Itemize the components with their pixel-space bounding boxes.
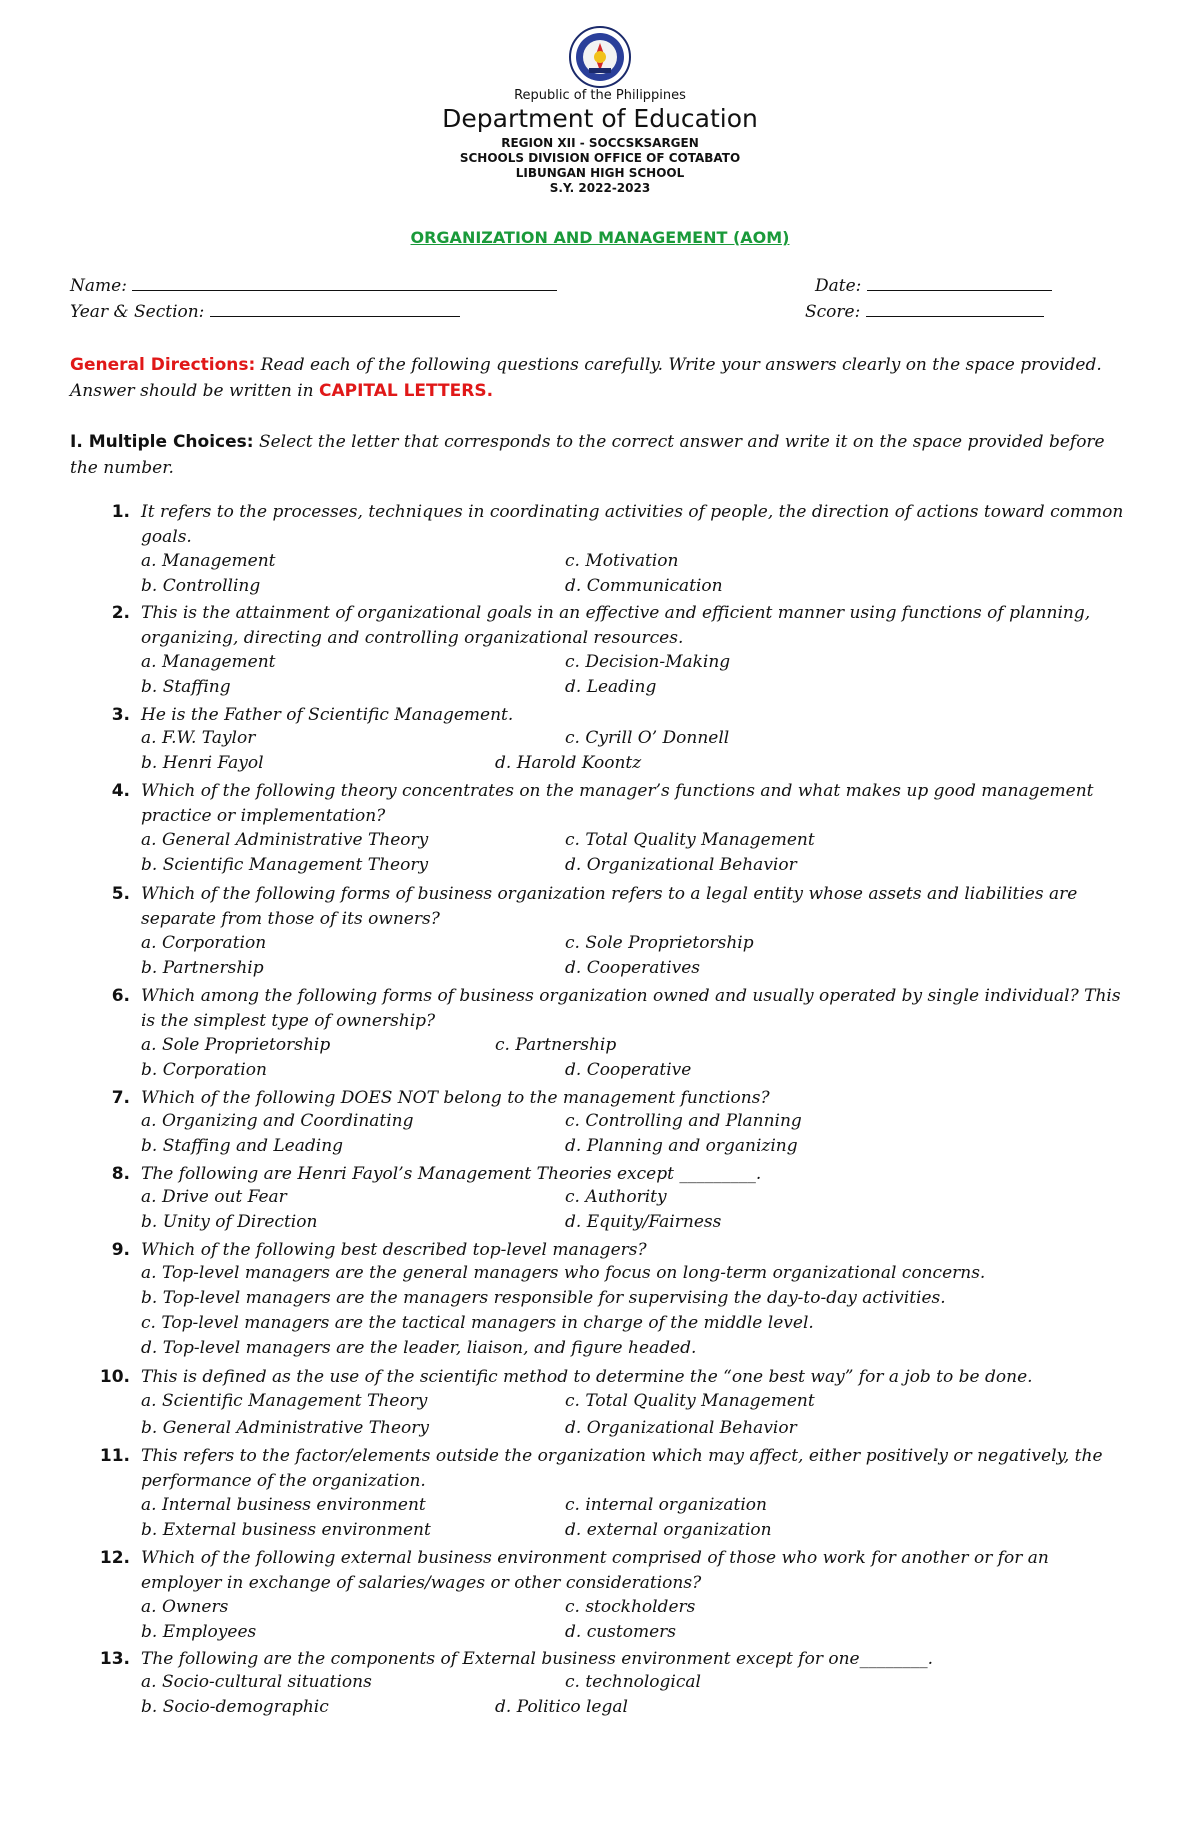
question-text: This is defined as the use of the scientific method to determine the “one best way” for a job to be done. (141, 1367, 1033, 1387)
question-number: 7. (111, 1088, 130, 1108)
general-directions (70, 352, 1130, 404)
directions-text: Read each of the following questions carefully. Write your answers clearly on the space provided. Answer should be written in (70, 355, 1102, 401)
question-11-option: d. external organization (565, 1520, 772, 1540)
question-11-option: b. External business environment (141, 1520, 431, 1540)
question-10-option: c. Total Quality Management (565, 1391, 815, 1411)
question-6-option: c. Partnership (495, 1035, 617, 1055)
question-10-option: d. Organizational Behavior (565, 1418, 797, 1438)
date-field[interactable] (815, 276, 1052, 296)
name-line[interactable] (132, 276, 557, 291)
question-number: 2. (111, 603, 130, 623)
score-line[interactable] (866, 302, 1044, 317)
question-9-option: c. Top-level managers are the tactical managers in charge of the middle level. (141, 1313, 814, 1333)
question-8 (70, 1162, 1130, 1187)
question-3-option: a. F.W. Taylor (141, 728, 256, 748)
question-2-option: b. Staffing (141, 677, 231, 697)
directions-emphasis: CAPITAL LETTERS. (319, 381, 494, 401)
question-1-option: a. Management (141, 551, 276, 571)
part-one-text: Select the letter that corresponds to the correct answer and write it on the space provided before the number. (70, 432, 1105, 478)
question-13-option: a. Socio-cultural situations (141, 1672, 372, 1692)
question-11-option: a. Internal business environment (141, 1495, 426, 1515)
question-12-option: b. Employees (141, 1622, 257, 1642)
question-text: This is the attainment of organizational goals in an effective and efficient manner using functions of planning, organizing, directing and controlling organizational resources. (141, 603, 1091, 648)
question-6-option: b. Corporation (141, 1060, 267, 1080)
year-section-field[interactable] (70, 302, 460, 322)
question-text: The following are Henri Fayol’s Management Theories except _________. (141, 1164, 762, 1184)
question-text: Which among the following forms of business organization owned and usually operated by single individual? This is the simplest type of ownership? (141, 986, 1121, 1031)
question-1-option: b. Controlling (141, 576, 261, 596)
question-10-option: b. General Administrative Theory (141, 1418, 430, 1438)
question-12-option: a. Owners (141, 1597, 229, 1617)
question-number: 13. (99, 1649, 130, 1669)
question-text: Which of the following forms of business organization refers to a legal entity whose assets and liabilities are separate from those of its owners? (141, 884, 1078, 929)
question-number: 12. (99, 1548, 130, 1568)
question-13-option: b. Socio-demographic (141, 1697, 329, 1717)
question-9 (70, 1238, 1130, 1263)
question-1-option: d. Communication (565, 576, 723, 596)
question-6 (70, 984, 1130, 1034)
question-number: 10. (99, 1367, 130, 1387)
question-11 (70, 1444, 1130, 1494)
office-block (0, 136, 1200, 196)
score-label: Score: (805, 302, 861, 322)
question-text: The following are the components of External business environment except for one________. (141, 1649, 933, 1669)
question-7 (70, 1086, 1130, 1111)
question-12-option: c. stockholders (565, 1597, 696, 1617)
question-4-option: a. General Administrative Theory (141, 830, 429, 850)
question-text: Which of the following theory concentrates on the manager’s functions and what makes up good management practice or implementation? (141, 781, 1094, 826)
part-one-label: I. Multiple Choices: (70, 432, 254, 452)
question-3-option: c. Cyrill O’ Donnell (565, 728, 730, 748)
question-13-option: c. technological (565, 1672, 701, 1692)
question-4-option: d. Organizational Behavior (565, 855, 797, 875)
region-text: REGION XII - SOCCSKSARGEN (501, 136, 699, 150)
question-8-option: c. Authority (565, 1187, 667, 1207)
question-6-option: d. Cooperative (565, 1060, 692, 1080)
question-4-option: b. Scientific Management Theory (141, 855, 429, 875)
question-13-option: d. Politico legal (495, 1697, 628, 1717)
name-label: Name: (70, 276, 127, 296)
question-8-option: b. Unity of Direction (141, 1212, 318, 1232)
directions-label: General Directions: (70, 355, 256, 375)
question-text: This refers to the factor/elements outside the organization which may affect, either positively or negatively, the performance of the organization. (141, 1446, 1103, 1491)
question-1-option: c. Motivation (565, 551, 679, 571)
date-label: Date: (815, 276, 862, 296)
question-1 (70, 500, 1130, 550)
school-year-text: S.Y. 2022-2023 (549, 181, 651, 195)
year-section-line[interactable] (210, 302, 460, 317)
question-12-option: d. customers (565, 1622, 676, 1642)
year-section-label: Year & Section: (70, 302, 205, 322)
question-9-option: b. Top-level managers are the managers responsible for supervising the day-to-day activities. (141, 1288, 946, 1308)
question-5-option: a. Corporation (141, 933, 267, 953)
question-2-option: c. Decision-Making (565, 652, 731, 672)
question-4-option: c. Total Quality Management (565, 830, 815, 850)
question-4 (70, 779, 1130, 829)
division-text: SCHOOLS DIVISION OFFICE OF COTABATO (459, 151, 741, 165)
document-title: ORGANIZATION AND MANAGEMENT (AOM) (410, 228, 790, 247)
date-line[interactable] (867, 276, 1052, 291)
department-title: Department of Education (442, 104, 758, 133)
question-5-option: d. Cooperatives (565, 958, 701, 978)
question-8-option: d. Equity/Fairness (565, 1212, 722, 1232)
question-number: 11. (99, 1446, 130, 1466)
question-6-option: a. Sole Proprietorship (141, 1035, 331, 1055)
question-10-option: a. Scientific Management Theory (141, 1391, 428, 1411)
question-number: 9. (111, 1240, 130, 1260)
question-12 (70, 1546, 1130, 1596)
question-2-option: a. Management (141, 652, 276, 672)
question-7-option: b. Staffing and Leading (141, 1136, 344, 1156)
question-number: 3. (111, 705, 130, 725)
question-number: 8. (111, 1164, 130, 1184)
question-5-option: c. Sole Proprietorship (565, 933, 754, 953)
question-7-option: d. Planning and organizing (565, 1136, 798, 1156)
question-2 (70, 601, 1130, 651)
question-2-option: d. Leading (565, 677, 657, 697)
question-7-option: a. Organizing and Coordinating (141, 1111, 414, 1131)
school-text: LIBUNGAN HIGH SCHOOL (515, 166, 685, 180)
question-3-option: b. Henri Fayol (141, 753, 264, 773)
question-3-option: d. Harold Koontz (495, 753, 642, 773)
question-text: Which of the following external business environment comprised of those who work for another or for an employer in exchange of salaries/wages or other considerations? (141, 1548, 1049, 1593)
question-3 (70, 703, 1130, 728)
deped-seal-icon (569, 26, 631, 88)
question-text: Which of the following best described top-level managers? (141, 1240, 647, 1260)
question-number: 5. (111, 884, 130, 904)
question-9-option: a. Top-level managers are the general managers who focus on long-term organizational concerns. (141, 1263, 986, 1283)
question-text: It refers to the processes, techniques in coordinating activities of people, the direction of actions toward common goals. (141, 502, 1124, 547)
question-9-option: d. Top-level managers are the leader, liaison, and figure headed. (141, 1338, 697, 1358)
part-one-instructions (70, 429, 1130, 481)
question-11-option: c. internal organization (565, 1495, 767, 1515)
question-number: 1. (111, 502, 130, 522)
question-10 (70, 1365, 1130, 1390)
question-text: Which of the following DOES NOT belong to the management functions? (141, 1088, 770, 1108)
question-number: 4. (111, 781, 130, 801)
republic-text: Republic of the Philippines (514, 88, 686, 103)
question-number: 6. (111, 986, 130, 1006)
question-8-option: a. Drive out Fear (141, 1187, 287, 1207)
name-field[interactable] (70, 276, 557, 296)
question-text: He is the Father of Scientific Management. (141, 705, 514, 725)
question-5 (70, 882, 1130, 932)
question-5-option: b. Partnership (141, 958, 264, 978)
score-field[interactable] (805, 302, 1044, 322)
question-13 (70, 1647, 1130, 1672)
question-7-option: c. Controlling and Planning (565, 1111, 802, 1131)
